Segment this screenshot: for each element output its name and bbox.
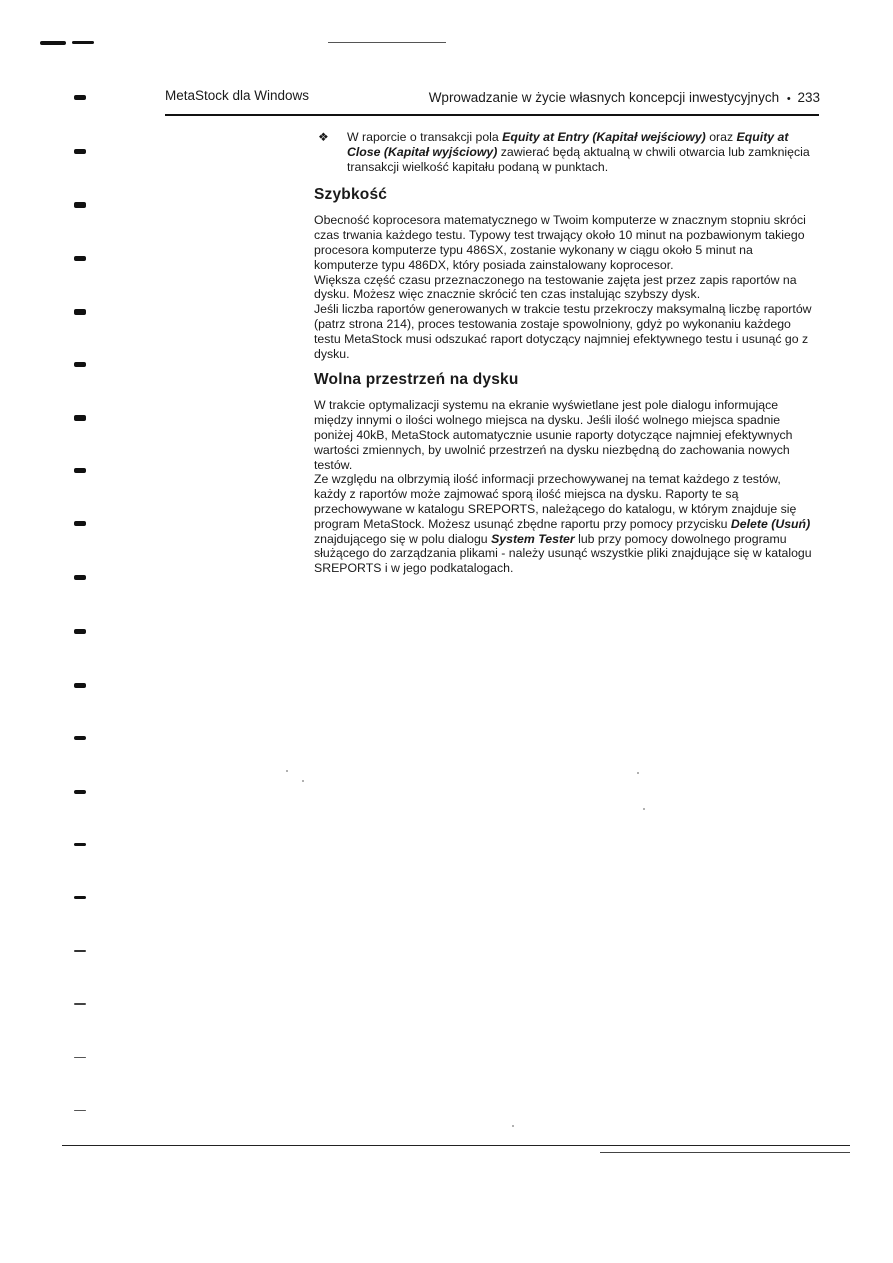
section-heading: Wolna przestrzeń na dysku (314, 371, 519, 389)
book-title: MetaStock dla Windows (165, 88, 310, 103)
scan-mark (74, 629, 86, 634)
scan-mark (74, 1003, 86, 1005)
scan-mark (74, 1057, 86, 1058)
scan-mark (40, 41, 66, 45)
text-run: znajdującego się w polu dialogu (314, 531, 492, 546)
footer-rule-secondary (600, 1152, 850, 1153)
running-header (165, 88, 820, 110)
text-run: W raporcie o transakcji pola (347, 130, 503, 144)
paragraph: W trakcie optymalizacji systemu na ekranie wyświetlane jest pole dialogu informujące między innymi o ilości wolnego miejsca na dysku. Jeśli ilość wolnego miejsca spadnie poniżej 40kB, MetaStock automatycznie usunie raporty dotyczące najmniej efektywnych wartości zmiennych, by uwolnić przestrzeń na dysku niezbędną do zachowania nowych testów. (314, 398, 793, 472)
bullet-icon: ❖ (318, 130, 329, 144)
scan-speck (286, 770, 288, 772)
field-name-equity-entry: Equity at Entry (Kapitał wejściowy) (502, 130, 706, 144)
scan-mark (74, 309, 86, 315)
scan-mark (74, 1110, 86, 1111)
text-run: Ze względu na olbrzymią ilość informacji przechowywanej na temat każdego z testów, każdy z raportów może zajmować sporą ilość miejsca na dysku. Raporty te są przechowywane w katalogu SREPORTS, należącego do katalogu, w którym znajduje się program MetaStock. Możesz usunąć zbędne raportu przy pomocy przycisku (314, 472, 797, 531)
scan-mark (72, 41, 94, 44)
header-separator: • (786, 93, 791, 105)
scan-speck (637, 772, 639, 774)
scan-mark (74, 896, 86, 899)
field-name-equity-close: Equity at Close (Kapitał wyjściowy) (347, 130, 789, 159)
paragraph: Obecność koprocesora matematycznego w Twoim komputerze w znacznym stopniu skróci czas trwania każdego testu. Typowy test trwający około 10 minut na pozbawionym takiego procesora komputerze typu 486SX, zostanie wykonany w ciągu około 5 minut na komputerze typu 486DX, który posiada zainstalowany koprocesor. (314, 213, 806, 272)
scan-mark (74, 95, 86, 100)
scan-mark (74, 950, 86, 952)
text-run: lub przy pomocy dowolnego programu służącego do zarządzania plikami - należy usunąć wszystkie pliki znajdujące się w katalogu SREPORTS i w jego podkatalogach. (314, 531, 812, 576)
scan-mark (74, 736, 86, 740)
page-content (314, 130, 816, 586)
chapter-title-text: Wprowadzanie w życie własnych koncepcji inwestycyjnych (428, 90, 780, 105)
scan-mark (74, 683, 86, 688)
text-run: zawierać będą aktualną w chwili otwarcia lub zamknięcia transakcji wielkość kapitału podaną w punktach. (347, 144, 810, 174)
section-speed (314, 186, 816, 361)
scan-mark (74, 149, 86, 154)
button-name-delete: Delete (Usuń) (730, 516, 811, 531)
header-rule (165, 114, 819, 116)
footer-rule (62, 1145, 850, 1146)
scan-mark (74, 256, 86, 261)
paragraph (314, 472, 816, 576)
scan-mark (74, 575, 86, 580)
scan-mark (74, 202, 86, 208)
page-number: 233 (797, 90, 820, 105)
scan-mark (74, 362, 86, 367)
scan-speck (512, 1125, 514, 1127)
scan-top-line (328, 42, 446, 43)
chapter-title (429, 90, 820, 105)
scan-mark (74, 468, 86, 473)
scan-speck (643, 808, 645, 810)
paragraph: Jeśli liczba raportów generowanych w trakcie testu przekroczy maksymalną liczbę raportów (patrz strona 214), proces testowania zostaje spowolniony, gdyż po wykonaniu każdego testu MetaStock musi odszukać raport dotyczący najmniej efektywnego testu i usunąć go z dysku. (314, 302, 812, 361)
bullet-text (347, 130, 810, 174)
text-run: oraz (705, 130, 737, 144)
section-disk-space (314, 371, 816, 576)
scan-mark (74, 843, 86, 846)
bullet-item (314, 130, 816, 174)
section-heading: Szybkość (314, 186, 388, 204)
scan-mark (74, 415, 86, 421)
scan-mark (74, 521, 86, 526)
paragraph: Większa część czasu przeznaczonego na testowanie zajęta jest przez zapis raportów na dysku. Możesz więc znacznie skrócić ten czas instalując szybszy dysk. (314, 272, 797, 302)
dialog-name-system-tester: System Tester (491, 531, 575, 546)
scan-mark (74, 790, 86, 794)
scan-speck (302, 780, 304, 782)
